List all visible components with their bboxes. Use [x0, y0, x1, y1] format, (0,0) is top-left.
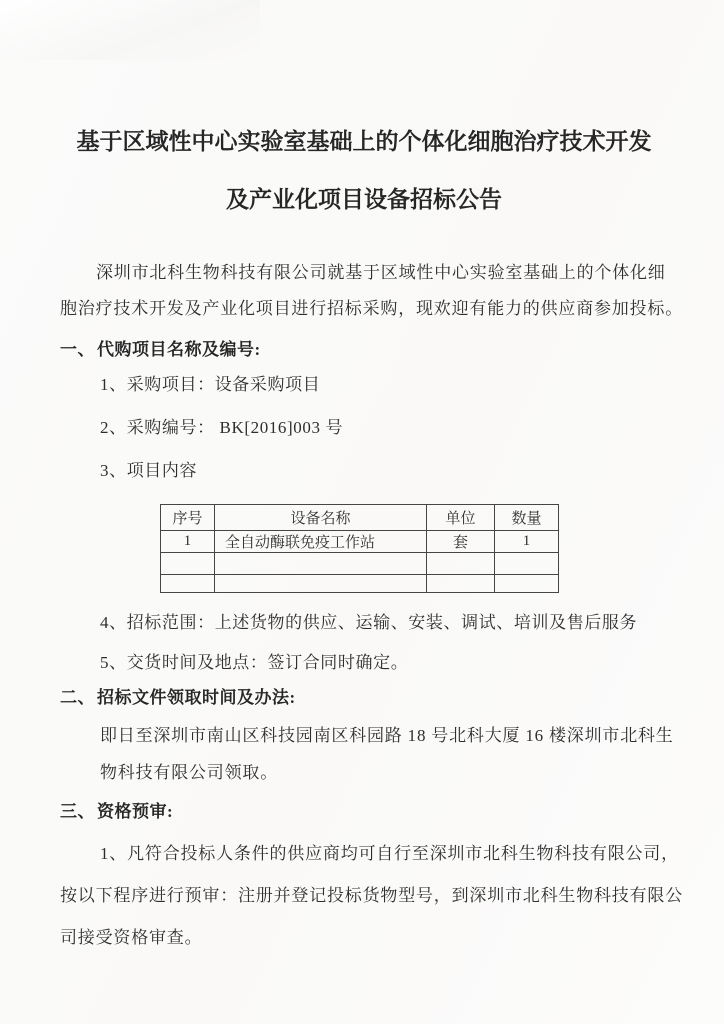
table-row — [161, 531, 559, 553]
section1-item-1: 1、采购项目：设备采购项目 — [100, 375, 321, 394]
document-title-line1: 基于区域性中心实验室基础上的个体化细胞治疗技术开发 — [76, 129, 652, 154]
cell-name: 全自动酶联免疫工作站 — [215, 531, 427, 553]
section2-heading — [60, 681, 668, 715]
section1-heading-text: 代购项目名称及编号: — [97, 340, 261, 359]
cell-qty: 1 — [495, 531, 559, 553]
section3-heading — [60, 795, 668, 829]
section1-item-4: 4、招标范围：上述货物的供应、运输、安装、调试、培训及售后服务 — [100, 613, 638, 632]
table-row — [161, 575, 559, 593]
cell-unit — [427, 553, 495, 575]
cell-unit — [427, 575, 495, 593]
intro-line-1: 深圳市北科生物科技有限公司就基于区域性中心实验室基础上的个体化细 — [96, 263, 666, 282]
cell-unit: 套 — [427, 531, 495, 553]
section1-item-5: 5、交货时间及地点：签订合同时确定。 — [100, 653, 409, 672]
cell-seq — [161, 553, 215, 575]
section1-number: 一、 — [60, 340, 95, 359]
intro-line-2: 胞治疗技术开发及产业化项目进行招标采购，现欢迎有能力的供应商参加投标。 — [60, 299, 683, 318]
section2-body-line-1: 即日至深圳市南山区科技园南区科园路 18 号北科大厦 16 楼深圳市北科生 — [100, 726, 674, 745]
cell-name — [215, 553, 427, 575]
section3-body-line-3: 司接受资格审查。 — [60, 928, 203, 947]
table-row — [161, 553, 559, 575]
cell-qty — [495, 575, 559, 593]
section3-body — [60, 833, 683, 959]
section2-heading-text: 招标文件领取时间及办法: — [97, 688, 296, 707]
col-header-name: 设备名称 — [215, 505, 427, 531]
col-header-seq: 序号 — [161, 505, 215, 531]
cell-qty — [495, 553, 559, 575]
section1-item-3: 3、项目内容 — [100, 461, 198, 480]
cell-seq: 1 — [161, 531, 215, 553]
section2-number: 二、 — [60, 688, 95, 707]
document-title-line2: 及产业化项目设备招标公告 — [226, 187, 502, 212]
section3-heading-text: 资格预审: — [97, 802, 174, 821]
section2-body-line-2: 物科技有限公司领取。 — [100, 763, 278, 782]
section3-number: 三、 — [60, 802, 95, 821]
section1-item-2: 2、采购编号： BK[2016]003 号 — [100, 418, 344, 437]
section2-body — [60, 717, 674, 791]
section1-heading — [60, 333, 668, 367]
cell-seq — [161, 575, 215, 593]
equipment-table — [160, 504, 559, 593]
equipment-table-header-row — [161, 505, 559, 531]
cell-name — [215, 575, 427, 593]
col-header-qty: 数量 — [495, 505, 559, 531]
col-header-unit: 单位 — [427, 505, 495, 531]
intro-paragraph — [60, 255, 683, 327]
section3-body-line-2: 按以下程序进行预审：注册并登记投标货物型号，到深圳市北科生物科技有限公 — [60, 886, 683, 905]
section3-body-line-1: 1、凡符合投标人条件的供应商均可自行至深圳市北科生物科技有限公司， — [100, 844, 679, 863]
